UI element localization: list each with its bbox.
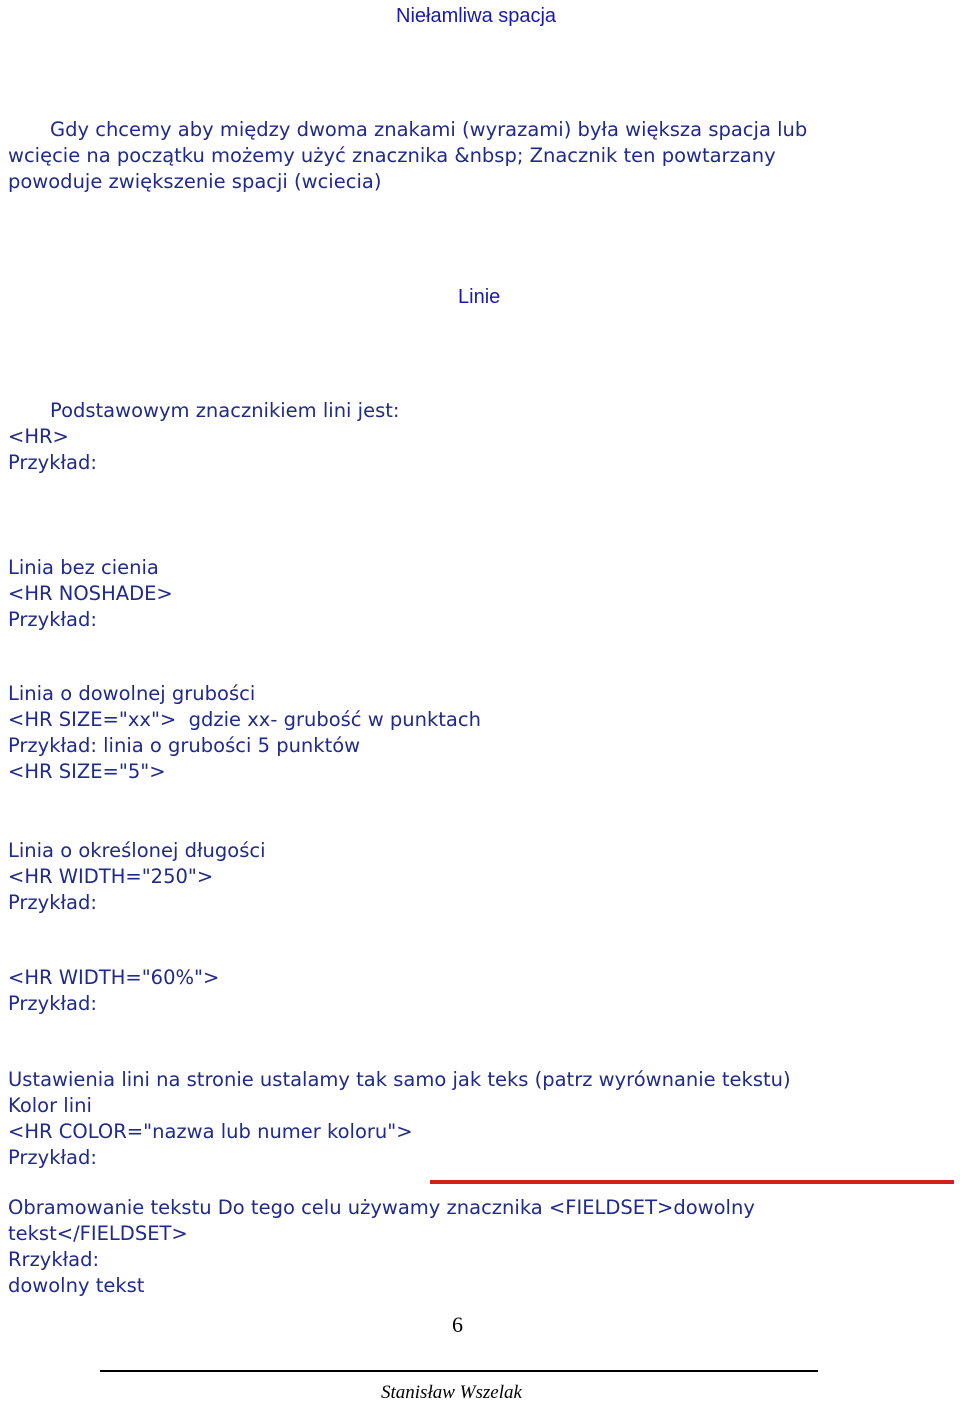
color-example: Przykład: — [8, 1146, 97, 1169]
noshade-title: Linia bez cienia — [8, 556, 159, 579]
size-tag-example: <HR SIZE="5"> — [8, 760, 166, 783]
fieldset-sample: dowolny tekst — [8, 1274, 145, 1297]
fieldset-line-1: Obramowanie tekstu Do tego celu używamy znacznika <FIELDSET>dowolny — [8, 1196, 755, 1219]
color-title: Kolor lini — [8, 1094, 92, 1117]
noshade-example: Przykład: — [8, 608, 97, 631]
width-title: Linia o określonej długości — [8, 839, 266, 862]
red-horizontal-rule — [430, 1180, 954, 1184]
section-heading-lines: Linie — [458, 286, 501, 308]
size-example: Przykład: linia o grubości 5 punktów — [8, 734, 361, 757]
basic-intro: Podstawowym znacznikiem lini jest: — [50, 399, 400, 422]
width-percent-tag: <HR WIDTH="60%"> — [8, 966, 220, 989]
section-heading-nbsp: Niełamliwa spacja — [396, 5, 557, 27]
width-tag: <HR WIDTH="250"> — [8, 865, 214, 888]
width-example: Przykład: — [8, 891, 97, 914]
footer-author: Stanisław Wszelak — [381, 1382, 522, 1403]
fieldset-example: Rrzykład: — [8, 1248, 100, 1271]
page-number: 6 — [452, 1312, 463, 1337]
paragraph-line: Gdy chcemy aby między dwoma znakami (wyrazami) była większa spacja lub — [50, 118, 808, 141]
color-tag: <HR COLOR="nazwa lub numer koloru"> — [8, 1120, 413, 1143]
fieldset-line-2: tekst</FIELDSET> — [8, 1222, 188, 1245]
noshade-tag: <HR NOSHADE> — [8, 582, 173, 605]
size-title: Linia o dowolnej grubości — [8, 682, 256, 705]
basic-example: Przykład: — [8, 451, 97, 474]
basic-tag: <HR> — [8, 425, 69, 448]
size-tag: <HR SIZE="xx"> gdzie xx- grubość w punktach — [8, 708, 481, 731]
alignment-note: Ustawienia lini na stronie ustalamy tak samo jak teks (patrz wyrównanie tekstu) — [8, 1068, 791, 1091]
footer-rule — [100, 1370, 818, 1372]
paragraph-line: powoduje zwiększenie spacji (wciecia) — [8, 170, 382, 193]
paragraph-line: wcięcie na początku możemy użyć znacznika &nbsp; Znacznik ten powtarzany — [8, 144, 776, 167]
width-percent-example: Przykład: — [8, 992, 97, 1015]
